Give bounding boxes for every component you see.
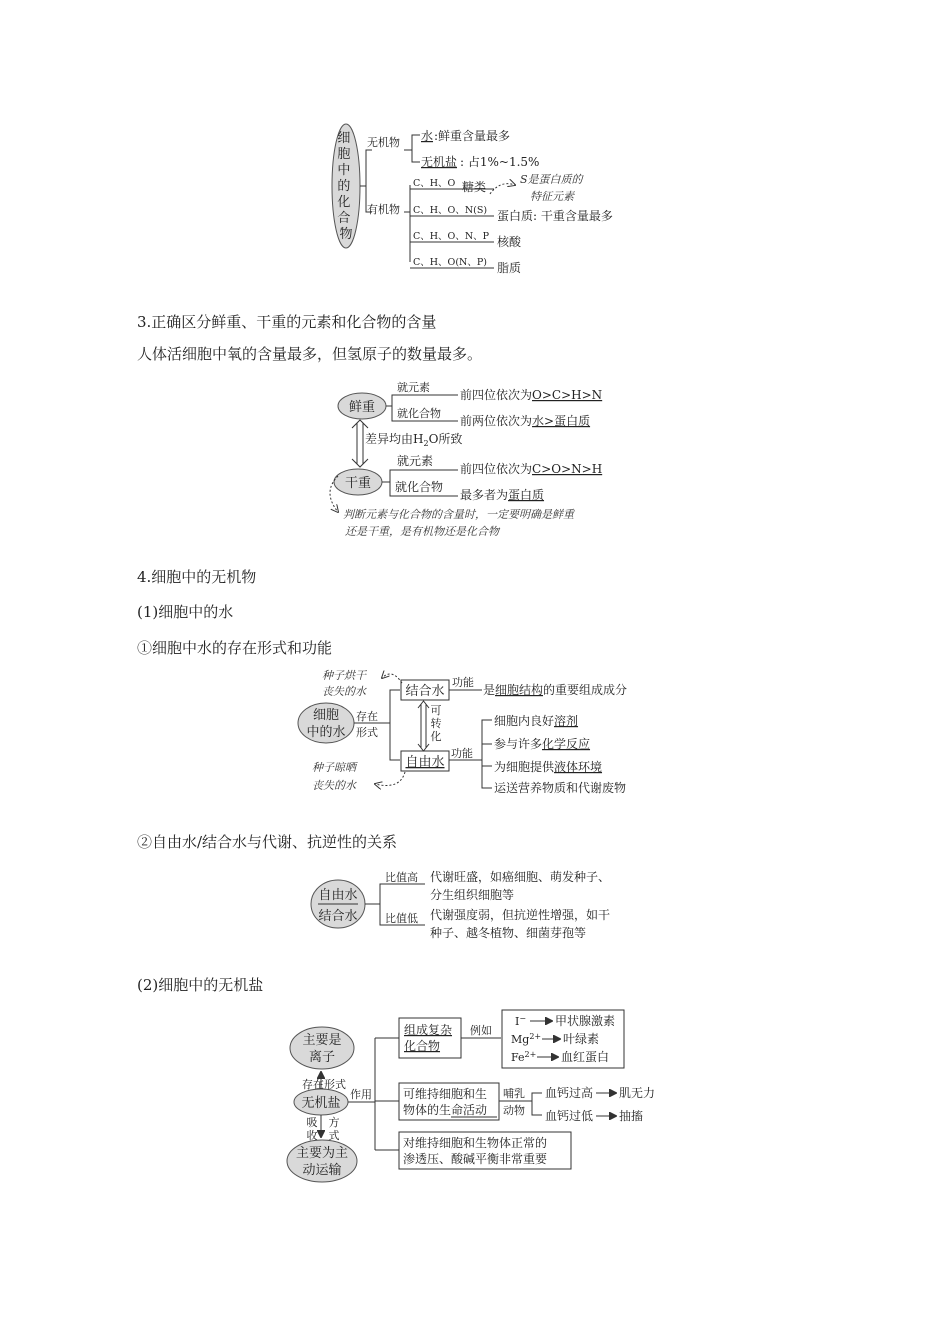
ratio-denominator: 结合水 bbox=[318, 909, 358, 924]
water-label: 水 bbox=[421, 129, 434, 143]
root-char-6: 合 bbox=[337, 211, 351, 226]
absorb-label: 吸收 bbox=[306, 1116, 318, 1142]
example-result-2: 叶绿素 bbox=[563, 1032, 600, 1046]
group-compound-4: 脂质 bbox=[497, 261, 522, 275]
free-function-1: 细胞内良好溶剂 bbox=[494, 714, 579, 728]
root-char-3: 中 bbox=[337, 163, 351, 178]
ratio-numerator: 自由水 bbox=[318, 888, 358, 903]
group-elements-2: C、H、O、N(S) bbox=[413, 205, 488, 216]
root-char-4: 的 bbox=[337, 179, 351, 194]
free-handnote: 种子晾晒丧失的水 bbox=[312, 761, 356, 792]
example-result-1: 甲状腺激素 bbox=[555, 1014, 616, 1028]
salt-text: : 占1%~1.5% bbox=[460, 155, 540, 169]
dry-element-order: 前四位依次为C>O>N>H bbox=[460, 462, 603, 476]
bound-function-tag: 功能 bbox=[452, 676, 474, 689]
free-water-label: 自由水 bbox=[405, 755, 445, 770]
fresh-compound-order: 前两位依次为水>蛋白质 bbox=[460, 414, 591, 428]
section3-text: 人体活细胞中氧的含量最多，但氢原子的数量最多。 bbox=[137, 345, 483, 363]
ratio-low-tag: 比值低 bbox=[385, 912, 418, 925]
group-compound-1: 糖类 bbox=[462, 180, 487, 194]
group-elements-3: C、H、O、N、P bbox=[413, 231, 490, 242]
free-function-3: 为细胞提供液体环境 bbox=[494, 760, 603, 774]
root-char-2: 胞 bbox=[337, 147, 351, 162]
group-elements-4: C、H、O(N、P) bbox=[413, 257, 487, 268]
salt-label: 无机盐 bbox=[421, 155, 458, 169]
dry-label: 干重 bbox=[344, 476, 372, 491]
salt-box-life-text: 可维持细胞和生物体的生命活动 bbox=[403, 1087, 488, 1117]
bound-handnote: 种子烘干丧失的水 bbox=[322, 669, 366, 698]
dry-compound-order: 最多者为蛋白质 bbox=[460, 488, 545, 502]
example-result-3: 血红蛋白 bbox=[561, 1050, 610, 1064]
section4-sub1a: ①细胞中水的存在形式和功能 bbox=[137, 639, 333, 657]
free-function-4: 运送营养物质和代谢废物 bbox=[494, 781, 627, 795]
example-label: 例如 bbox=[470, 1024, 492, 1037]
ratio-low-text: 代谢强度弱，但抗逆性增强，如干种子、越冬植物、细菌芽孢等 bbox=[430, 908, 611, 940]
ca-high: 血钙过高 bbox=[545, 1086, 594, 1100]
ca-low: 血钙过低 bbox=[545, 1109, 594, 1123]
dry-by-element: 就元素 bbox=[397, 454, 434, 468]
group-compound-2: 蛋白质: 干重含量最多 bbox=[497, 209, 613, 223]
organic-label: 有机物 bbox=[367, 203, 400, 216]
role-label: 作用 bbox=[350, 1088, 372, 1101]
salt-center-label: 无机盐 bbox=[301, 1096, 341, 1111]
inorganic-label: 无机物 bbox=[367, 136, 400, 149]
ca-high-result: 肌无力 bbox=[619, 1086, 656, 1100]
judge-note-line1: 判断元素与化合物的含量时，一定要明确是鲜重 bbox=[343, 508, 574, 521]
section4-heading: 4.细胞中的无机物 bbox=[137, 568, 257, 586]
water-text: :鲜重含量最多 bbox=[434, 129, 511, 143]
fresh-element-order: 前四位依次为O>C>H>N bbox=[460, 388, 603, 402]
ratio-high-tag: 比值高 bbox=[385, 871, 418, 884]
dry-by-compound: 就化合物 bbox=[395, 480, 444, 494]
bound-function: 是细胞结构的重要组成成分 bbox=[483, 683, 628, 697]
section4-sub2: (2)细胞中的无机盐 bbox=[137, 976, 264, 994]
section3-heading: 3.正确区分鲜重、干重的元素和化合物的含量 bbox=[137, 313, 437, 331]
difference-note: 差异均由$H_2O$所致 bbox=[365, 432, 463, 448]
free-function-2: 参与许多化学反应 bbox=[494, 737, 591, 751]
root-char-7: 物 bbox=[339, 227, 353, 242]
convertible-label: 可转化 bbox=[430, 704, 442, 743]
fresh-by-compound: 就化合物 bbox=[397, 407, 441, 420]
water-form-label: 存在形式 bbox=[356, 710, 378, 739]
group-elements-1: C、H、O bbox=[413, 178, 456, 189]
mammal-label: 哺乳动物 bbox=[503, 1087, 525, 1117]
ratio-high-text: 代谢旺盛，如癌细胞、萌发种子、分生组织细胞等 bbox=[430, 870, 611, 902]
salt-box-osmotic-text: 对维持细胞和生物体正常的渗透压、酸碱平衡非常重要 bbox=[403, 1136, 548, 1166]
salt-box-compound-text: 组成复杂化合物 bbox=[404, 1023, 453, 1053]
salt-top-label: 主要是离子 bbox=[302, 1033, 342, 1065]
section4-sub1: (1)细胞中的水 bbox=[137, 603, 234, 621]
example-ion-3: $Fe^{2+}$ bbox=[511, 1050, 537, 1064]
method-label: 方式 bbox=[328, 1116, 340, 1142]
s-note-line2: 特征元素 bbox=[530, 190, 574, 203]
ca-low-result: 抽搐 bbox=[619, 1109, 644, 1123]
form-label: 存在形式 bbox=[302, 1078, 346, 1091]
s-note-line1: S是蛋白质的 bbox=[520, 173, 583, 186]
example-ion-2: $Mg^{2+}$ bbox=[511, 1032, 542, 1046]
bound-water-label: 结合水 bbox=[405, 684, 445, 699]
group-compound-3: 核酸 bbox=[497, 235, 522, 249]
free-function-tag: 功能 bbox=[451, 747, 473, 760]
fresh-label: 鲜重 bbox=[348, 400, 376, 415]
root-char-1: 细 bbox=[337, 131, 351, 146]
example-ion-1: I− bbox=[515, 1014, 527, 1028]
judge-note-line2: 还是干重，是有机物还是化合物 bbox=[345, 525, 499, 538]
fresh-by-element: 就元素 bbox=[397, 381, 430, 394]
water-root-label: 细胞中的水 bbox=[306, 708, 346, 740]
salt-bottom-label: 主要为主动运输 bbox=[295, 1146, 349, 1178]
root-char-5: 化 bbox=[337, 195, 351, 210]
section4-sub1b: ②自由水/结合水与代谢、抗逆性的关系 bbox=[137, 833, 398, 851]
